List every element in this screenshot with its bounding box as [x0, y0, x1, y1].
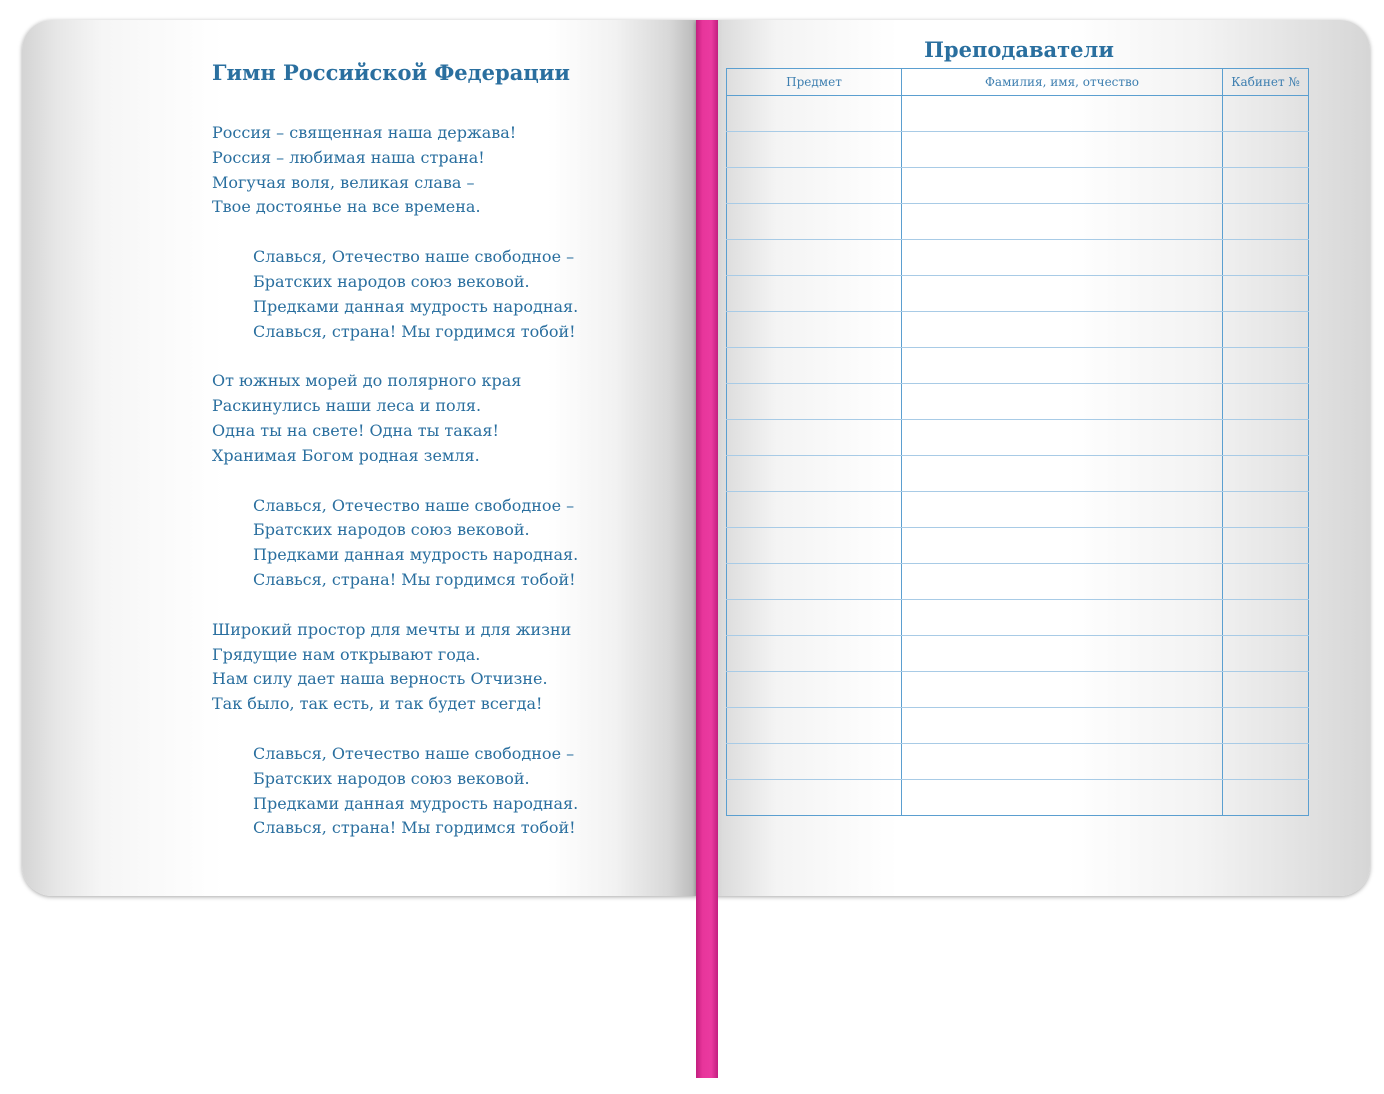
room-cell — [1223, 420, 1309, 456]
full-name-cell — [902, 312, 1223, 348]
table-row — [727, 240, 1309, 276]
subject-cell — [727, 564, 902, 600]
full-name-cell — [902, 744, 1223, 780]
anthem-line: Славься, Отечество наше свободное – — [253, 743, 575, 763]
room-cell — [1223, 312, 1309, 348]
anthem-line: Могучая воля, великая слава – — [212, 172, 475, 192]
subject-cell — [727, 600, 902, 636]
table-row — [727, 96, 1309, 132]
subject-cell — [727, 708, 902, 744]
anthem-verse — [212, 121, 612, 220]
anthem-line: Предками данная мудрость народная. — [253, 545, 579, 565]
anthem-line: Братских народов союз вековой. — [253, 271, 530, 291]
anthem-line: Твое достоянье на все времена. — [212, 197, 481, 217]
subject-cell — [727, 276, 902, 312]
room-cell — [1223, 204, 1309, 240]
room-cell — [1223, 564, 1309, 600]
anthem-line: Россия – священная наша держава! — [212, 123, 517, 142]
anthem-chorus — [212, 494, 612, 593]
table-row — [727, 384, 1309, 420]
anthem-line: Грядущие нам открывают года. — [212, 644, 481, 664]
table-row — [727, 348, 1309, 384]
room-cell — [1223, 528, 1309, 564]
subject-cell — [727, 348, 902, 384]
subject-cell — [727, 132, 902, 168]
room-cell — [1223, 744, 1309, 780]
table-row — [727, 744, 1309, 780]
full-name-cell — [902, 708, 1223, 744]
table-row — [727, 456, 1309, 492]
table-row — [727, 780, 1309, 816]
room-cell — [1223, 96, 1309, 132]
table-row — [727, 132, 1309, 168]
anthem-line: От южных морей до полярного края — [212, 371, 522, 391]
room-cell — [1223, 492, 1309, 528]
column-header-room: Кабинет № — [1223, 69, 1309, 96]
anthem-line: Славься, Отечество наше свободное – — [253, 495, 575, 515]
full-name-cell — [902, 492, 1223, 528]
room-cell — [1223, 672, 1309, 708]
subject-cell — [727, 492, 902, 528]
table-row — [727, 276, 1309, 312]
column-header-subject: Предмет — [727, 69, 902, 96]
anthem-line: Одна ты на свете! Одна ты такая! — [212, 420, 499, 440]
table-row — [727, 204, 1309, 240]
teachers-table — [726, 68, 1309, 816]
table-header-row — [727, 69, 1309, 96]
table-row — [727, 600, 1309, 636]
subject-cell — [727, 168, 902, 204]
room-cell — [1223, 780, 1309, 816]
full-name-cell — [902, 528, 1223, 564]
anthem-line: Широкий простор для мечты и для жизни — [212, 619, 572, 639]
anthem-line: Предками данная мудрость народная. — [253, 793, 579, 813]
anthem-line: Славься, Отечество наше свободное – — [253, 247, 575, 267]
anthem-line: Славься, страна! Мы гордимся тобой! — [253, 818, 576, 838]
room-cell — [1223, 384, 1309, 420]
subject-cell — [727, 420, 902, 456]
room-cell — [1223, 600, 1309, 636]
table-row — [727, 312, 1309, 348]
anthem-line: Хранимая Богом родная земля. — [212, 445, 480, 465]
full-name-cell — [902, 168, 1223, 204]
column-header-full-name: Фамилия, имя, отчество — [902, 69, 1223, 96]
subject-cell — [727, 672, 902, 708]
anthem-title: Гимн Российской Федерации — [212, 60, 570, 85]
full-name-cell — [902, 456, 1223, 492]
anthem-chorus — [212, 245, 612, 344]
room-cell — [1223, 348, 1309, 384]
table-row — [727, 672, 1309, 708]
anthem-text — [212, 121, 612, 866]
subject-cell — [727, 312, 902, 348]
subject-cell — [727, 528, 902, 564]
subject-cell — [727, 780, 902, 816]
full-name-cell — [902, 636, 1223, 672]
anthem-line: Раскинулись наши леса и поля. — [212, 396, 482, 416]
room-cell — [1223, 168, 1309, 204]
teachers-title: Преподаватели — [924, 37, 1114, 62]
full-name-cell — [902, 276, 1223, 312]
full-name-cell — [902, 240, 1223, 276]
anthem-line: Нам силу дает наша верность Отчизне. — [212, 669, 548, 689]
teachers-table-body — [727, 96, 1309, 816]
anthem-line: Братских народов союз вековой. — [253, 768, 530, 788]
subject-cell — [727, 204, 902, 240]
table-row — [727, 528, 1309, 564]
table-row — [727, 564, 1309, 600]
anthem-line: Славься, страна! Мы гордимся тобой! — [253, 321, 576, 341]
full-name-cell — [902, 132, 1223, 168]
subject-cell — [727, 240, 902, 276]
anthem-line: Братских народов союз вековой. — [253, 520, 530, 540]
subject-cell — [727, 384, 902, 420]
full-name-cell — [902, 348, 1223, 384]
anthem-line: Славься, страна! Мы гордимся тобой! — [253, 569, 576, 589]
table-row — [727, 708, 1309, 744]
table-row — [727, 636, 1309, 672]
table-row — [727, 420, 1309, 456]
full-name-cell — [902, 96, 1223, 132]
room-cell — [1223, 708, 1309, 744]
room-cell — [1223, 276, 1309, 312]
full-name-cell — [902, 420, 1223, 456]
anthem-verse — [212, 618, 612, 717]
full-name-cell — [902, 564, 1223, 600]
full-name-cell — [902, 672, 1223, 708]
bookmark-ribbon — [696, 20, 718, 1078]
full-name-cell — [902, 204, 1223, 240]
table-row — [727, 492, 1309, 528]
anthem-chorus — [212, 742, 612, 841]
room-cell — [1223, 456, 1309, 492]
table-row — [727, 168, 1309, 204]
subject-cell — [727, 456, 902, 492]
full-name-cell — [902, 600, 1223, 636]
anthem-line: Предками данная мудрость народная. — [253, 296, 579, 316]
subject-cell — [727, 96, 902, 132]
subject-cell — [727, 744, 902, 780]
anthem-verse — [212, 369, 612, 468]
anthem-line: Россия – любимая наша страна! — [212, 147, 485, 167]
anthem-line: Так было, так есть, и так будет всегда! — [212, 694, 543, 714]
room-cell — [1223, 240, 1309, 276]
room-cell — [1223, 636, 1309, 672]
full-name-cell — [902, 384, 1223, 420]
full-name-cell — [902, 780, 1223, 816]
subject-cell — [727, 636, 902, 672]
room-cell — [1223, 132, 1309, 168]
left-page — [22, 20, 696, 896]
